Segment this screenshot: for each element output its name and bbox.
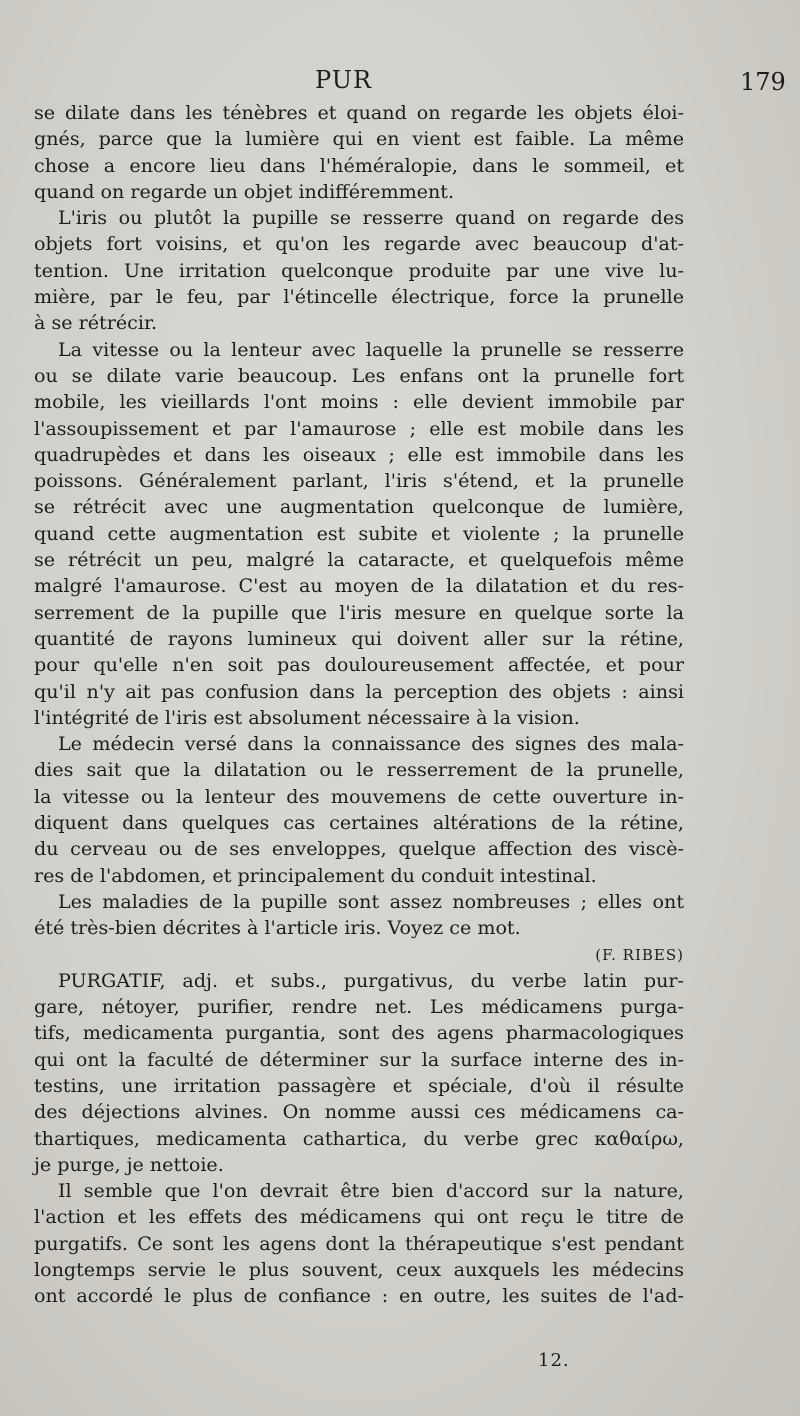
text-line: l'action et les effets des médicamens qui ont reçu le titre de <box>34 1205 684 1229</box>
text-line: gnés, parce que la lumière qui en vient est faible. La même <box>34 127 684 151</box>
text-line: malgré l'amaurose. C'est au moyen de la dilatation et du res- <box>34 574 684 598</box>
text-line: gare, nétoyer, purifier, rendre net. Les médicamens purga- <box>34 995 684 1019</box>
text-line: quantité de rayons lumineux qui doivent aller sur la rétine, <box>34 626 684 650</box>
text-line: chose a encore lieu dans l'héméralopie, dans le sommeil, et <box>34 153 684 177</box>
text-line: pour qu'elle n'en soit pas douloureusement affectée, et pour <box>34 653 684 677</box>
text-line: PURGATIF, adj. et subs., purgativus, du verbe latin pur- <box>58 968 684 992</box>
text-line: longtemps servie le plus souvent, ceux auxquels les médecins <box>34 1258 684 1282</box>
text-line: l'intégrité de l'iris est absolument nécessaire à la vision. <box>34 705 580 729</box>
text-line: serrement de la pupille que l'iris mesure en quelque sorte la <box>34 600 684 624</box>
text-line: thartiques, medicamenta cathartica, du verbe grec καθαίρω, <box>34 1126 684 1150</box>
text-line: purgatifs. Ce sont les agens dont la thérapeutique s'est pendant <box>34 1231 684 1255</box>
text-line: des déjections alvines. On nomme aussi ces médicamens ca- <box>34 1100 684 1124</box>
text-line: Les maladies de la pupille sont assez nombreuses ; elles ont <box>58 889 684 913</box>
text-line: objets fort voisins, et qu'on les regarde avec beaucoup d'at- <box>34 232 684 256</box>
text-line: Le médecin versé dans la connaissance des signes des mala- <box>58 732 684 756</box>
text-line: la vitesse ou la lenteur des mouvemens de cette ouverture in- <box>34 784 684 808</box>
text-line: La vitesse ou la lenteur avec laquelle la prunelle se resserre <box>58 337 684 361</box>
body-text <box>34 100 684 1310</box>
text-line: tifs, medicamenta purgantia, sont des agens pharmacologiques <box>34 1021 684 1045</box>
text-line: je purge, je nettoie. <box>34 1152 224 1176</box>
text-line: à se rétrécir. <box>34 311 158 335</box>
text-line: tention. Une irritation quelconque produite par une vive lu- <box>34 258 684 282</box>
text-line: quadrupèdes et dans les oiseaux ; elle est immobile dans les <box>34 442 684 466</box>
page-number: 179 <box>740 68 786 96</box>
author-attribution: (F. RIBES) <box>595 945 684 964</box>
text-line: testins, une irritation passagère et spéciale, d'où il résulte <box>34 1073 684 1097</box>
running-head: PUR <box>315 66 373 94</box>
text-line: poissons. Généralement parlant, l'iris s'étend, et la prunelle <box>34 469 684 493</box>
text-line: res de l'abdomen, et principalement du conduit intestinal. <box>34 863 597 887</box>
text-line: qu'il n'y ait pas confusion dans la perception des objets : ainsi <box>34 679 684 703</box>
text-line: mobile, les vieillards l'ont moins : elle devient immobile par <box>34 390 684 414</box>
text-line: diquent dans quelques cas certaines altérations de la rétine, <box>34 811 684 835</box>
text-line: L'iris ou plutôt la pupille se resserre quand on regarde des <box>58 206 684 230</box>
text-line: été très-bien décrites à l'article iris. Voyez ce mot. <box>34 916 521 940</box>
text-line: quand cette augmentation est subite et violente ; la prunelle <box>34 521 684 545</box>
text-line: se rétrécit un peu, malgré la cataracte, et quelquefois même <box>34 548 684 572</box>
signature-mark: 12. <box>538 1350 570 1371</box>
text-line: se dilate dans les ténèbres et quand on regarde les objets éloi- <box>34 101 684 124</box>
text-line: se rétrécit avec une augmentation quelconque de lumière, <box>34 495 684 519</box>
text-line: dies sait que la dilatation ou le resserrement de la prunelle, <box>34 758 684 782</box>
text-line: qui ont la faculté de déterminer sur la surface interne des in- <box>34 1047 684 1071</box>
text-line: quand on regarde un objet indifféremment. <box>34 179 455 203</box>
text-line: mière, par le feu, par l'étincelle électrique, force la prunelle <box>34 285 684 309</box>
text-line: l'assoupissement et par l'amaurose ; elle est mobile dans les <box>34 416 684 440</box>
text-line: ont accordé le plus de confiance : en outre, les suites de l'ad- <box>34 1284 684 1308</box>
page-header <box>0 66 800 96</box>
text-line: ou se dilate varie beaucoup. Les enfans ont la prunelle fort <box>34 363 684 387</box>
text-line: du cerveau ou de ses enveloppes, quelque affection des viscè- <box>34 837 684 861</box>
text-line: Il semble que l'on devrait être bien d'accord sur la nature, <box>58 1179 684 1203</box>
